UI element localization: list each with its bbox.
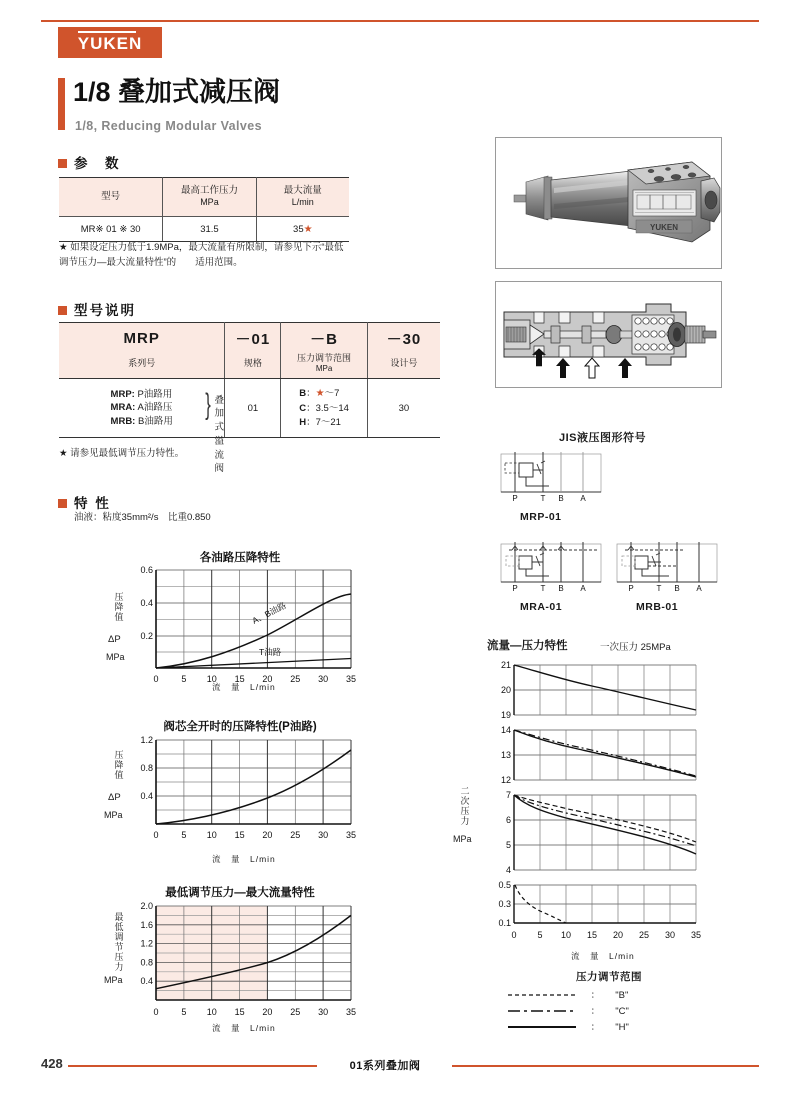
jis-section-title: JIS液压图形符号: [559, 432, 647, 444]
spec-table-header-row: [59, 178, 349, 217]
svg-text:35: 35: [345, 674, 357, 684]
svg-text:A: A: [696, 584, 702, 592]
svg-text:0.3: 0.3: [498, 899, 511, 909]
chart4-ylabel: 二 次 压 力: [460, 786, 470, 827]
spec-note: ★ 如果设定压力低于1.9MPa，最大流量有所限制，请参见下示“最低调节压力—最大流量特性”的 适用范围。: [59, 242, 344, 268]
valve-section-illustration: [496, 282, 721, 387]
chart3-ylabel: 最 低 调 节 压 力: [114, 912, 124, 973]
jis-symbol-mrb: [613, 540, 723, 592]
svg-text:25: 25: [290, 674, 301, 684]
svg-text:5: 5: [181, 674, 187, 684]
legend-line-solid: [506, 1022, 588, 1032]
legend-entry-c: [506, 1003, 629, 1017]
svg-text:2.0: 2.0: [140, 901, 153, 911]
legend-label-b: "B": [615, 990, 629, 1001]
model-code-size: －01: [225, 323, 281, 352]
cross-section-diagram: [495, 281, 722, 388]
series-item: MRB: B油路用: [110, 416, 173, 428]
svg-text:20: 20: [612, 930, 624, 940]
svg-text:30: 30: [318, 674, 329, 684]
svg-text:5: 5: [181, 1007, 187, 1017]
pressure-range-list: [299, 386, 349, 430]
model-code-series: MRP: [59, 323, 225, 352]
svg-text:15: 15: [586, 930, 598, 940]
pressure-item: H：7～21: [299, 416, 341, 428]
chart4-legend-title: 压力调节范围: [576, 971, 642, 983]
svg-text:25: 25: [290, 1007, 301, 1017]
legend-line-dashed: [506, 990, 588, 1000]
chart4-panel-4: [498, 880, 701, 940]
chart3-xlabel: 流 量 L/min: [212, 1023, 276, 1033]
svg-text:4: 4: [505, 865, 511, 875]
svg-text:T油路: T油路: [259, 647, 282, 657]
chart4-panel-2: [501, 725, 696, 785]
svg-text:1.2: 1.2: [140, 735, 153, 745]
section-heading-model: 型号说明: [58, 299, 136, 319]
svg-text:1.2: 1.2: [140, 938, 153, 949]
legend-entry-h: [506, 1019, 629, 1033]
model-pressure-values: [281, 379, 368, 438]
svg-text:0.8: 0.8: [140, 957, 153, 968]
chart1-ylabel-unit: MPa: [106, 652, 125, 662]
svg-text:0.5: 0.5: [498, 880, 511, 890]
svg-text:30: 30: [664, 930, 676, 940]
svg-text:P: P: [512, 494, 518, 502]
page-title-cn: 1/8 叠加式减压阀: [73, 77, 281, 107]
chart4-subtitle: 一次压力 25MPa: [600, 642, 671, 653]
oil-condition-note: 油液：粘度35mm²/s 比重0.850: [74, 512, 211, 523]
svg-text:12: 12: [500, 775, 511, 785]
svg-text:P: P: [512, 584, 518, 592]
chart1-ylabel: 压 降 值: [114, 592, 124, 623]
svg-text:T: T: [540, 584, 546, 592]
model-label-pressure: 压力调节范围 MPa: [281, 351, 368, 379]
spec-cell-model: MR※ 01 ※ 30: [59, 217, 163, 242]
svg-text:P: P: [628, 584, 634, 592]
series-item: MRP: P油路用: [110, 388, 173, 400]
title-accent-bar: [58, 78, 65, 130]
svg-text:YUKEN: YUKEN: [649, 223, 679, 232]
svg-text:35: 35: [345, 830, 357, 840]
svg-text:10: 10: [206, 674, 217, 684]
model-design-value: 30: [367, 379, 440, 438]
svg-text:13: 13: [500, 750, 511, 760]
footer-rule-left: [68, 1065, 317, 1067]
jis-label-mrp: MRP-01: [520, 511, 562, 523]
svg-text:0.8: 0.8: [140, 763, 153, 773]
legend-colon-h: ：: [590, 1022, 601, 1033]
model-size-value: 01: [225, 379, 281, 438]
legend-line-dashdot: [506, 1006, 588, 1016]
model-label-design: 设计号: [367, 351, 440, 379]
pressure-item: C：3.5～14: [299, 402, 349, 414]
legend-colon-b: ：: [590, 990, 601, 1001]
svg-text:0: 0: [153, 674, 159, 684]
spec-col-pressure: 最高工作压力 MPa: [163, 178, 256, 217]
pressure-item: B：★～7: [299, 388, 340, 400]
svg-text:0.6: 0.6: [140, 565, 153, 575]
section-heading-char: 特 性: [58, 492, 111, 512]
chart2-ylabel-unit: MPa: [104, 810, 123, 820]
svg-text:0.1: 0.1: [498, 918, 511, 928]
brace-glyph: }: [204, 387, 211, 421]
svg-text:0: 0: [153, 1007, 159, 1017]
svg-text:0.4: 0.4: [140, 598, 153, 608]
jis-symbol-mrp: [497, 450, 607, 502]
svg-text:B: B: [558, 584, 564, 592]
chart4-title: 流量—压力特性: [487, 640, 568, 652]
svg-text:0.4: 0.4: [140, 976, 153, 987]
svg-text:19: 19: [500, 710, 511, 720]
legend-label-h: "H": [615, 1022, 629, 1033]
page-title-en: 1/8, Reducing Modular Valves: [75, 119, 262, 133]
chart1-plot: [126, 560, 366, 690]
legend-label-c: "C": [615, 1006, 629, 1017]
spec-cell-flow: 35★: [256, 217, 349, 242]
svg-text:14: 14: [500, 725, 511, 735]
chart4-xlabel: 流 量 L/min: [571, 951, 635, 961]
svg-text:20: 20: [262, 674, 273, 684]
svg-text:10: 10: [206, 830, 217, 840]
svg-text:10: 10: [560, 930, 572, 940]
series-item: MRA: A油路压: [110, 402, 173, 414]
chart3-title: 最低调节压力—最大流量特性: [165, 887, 315, 899]
chart1-xlabel: 流 量 L/min: [212, 682, 276, 692]
jis-label-mrb: MRB-01: [636, 601, 679, 613]
spec-col-flow: 最大流量 L/min: [256, 178, 349, 217]
chart2-plot: [126, 730, 366, 852]
chart2-title: 阀芯全开时的压降特性(P油路): [163, 721, 317, 733]
svg-text:35: 35: [345, 1007, 357, 1017]
model-label-row: [59, 351, 440, 379]
jis-symbol-mra: [497, 540, 607, 592]
chart4-panel-1: [501, 660, 696, 720]
svg-text:25: 25: [290, 830, 301, 840]
yuken-logo: [58, 27, 162, 58]
chart2-xlabel: 流 量 L/min: [212, 854, 276, 864]
svg-text:30: 30: [318, 830, 329, 840]
svg-text:7: 7: [505, 790, 511, 800]
svg-text:21: 21: [500, 660, 511, 670]
svg-text:A: A: [580, 584, 586, 592]
svg-text:0: 0: [153, 830, 159, 840]
spec-col-model: 型号: [59, 178, 163, 217]
svg-text:5: 5: [181, 830, 187, 840]
svg-text:10: 10: [206, 1007, 217, 1017]
svg-text:T: T: [540, 494, 546, 502]
svg-text:B: B: [674, 584, 680, 592]
svg-text:0: 0: [511, 930, 517, 940]
svg-text:1.6: 1.6: [140, 919, 153, 930]
svg-text:15: 15: [234, 1007, 245, 1017]
model-code-pressure: －B: [281, 323, 368, 352]
spec-cell-pressure: 31.5: [163, 217, 256, 242]
svg-text:35: 35: [690, 930, 702, 940]
logo-text: YUKEN: [77, 34, 143, 53]
jis-label-mra: MRA-01: [520, 601, 563, 613]
model-note: ★ 请参见最低调节压力特性。: [59, 448, 185, 459]
brace-caption: 叠加式 溢流阀: [214, 394, 225, 475]
svg-text:0.4: 0.4: [140, 791, 153, 801]
svg-text:6: 6: [505, 815, 511, 825]
footer-title: 01系列叠加阀: [349, 1060, 421, 1072]
model-code-row: [59, 323, 440, 352]
svg-text:20: 20: [262, 1007, 273, 1017]
valve-photo-illustration: [496, 138, 721, 268]
chart2-ylabel-symbol: ΔP: [108, 792, 121, 803]
svg-text:A: A: [580, 494, 586, 502]
svg-text:0.2: 0.2: [140, 631, 153, 641]
chart4-ylabel-unit: MPa: [453, 834, 472, 844]
svg-text:A、B油路: A、B油路: [250, 600, 288, 626]
chart4-panel-3: [506, 790, 696, 875]
product-photo: [495, 137, 722, 269]
svg-text:30: 30: [318, 1007, 329, 1017]
flow-star-marker: ★: [303, 223, 313, 235]
chart4-plot: [474, 658, 724, 948]
svg-text:5: 5: [505, 840, 511, 850]
svg-text:T: T: [656, 584, 662, 592]
model-code-design: －30: [367, 323, 440, 352]
svg-text:B: B: [558, 494, 564, 502]
model-label-size: 规格: [225, 351, 281, 379]
svg-text:5: 5: [537, 930, 543, 940]
svg-text:15: 15: [234, 674, 245, 684]
chart3-plot: [126, 896, 366, 1024]
svg-text:15: 15: [234, 830, 245, 840]
logo-overline: [78, 31, 136, 33]
spec-table: [59, 177, 349, 242]
svg-text:25: 25: [638, 930, 650, 940]
chart3-ylabel-unit: MPa: [104, 975, 123, 985]
model-label-series: 系列号: [59, 351, 225, 379]
legend-entry-b: [506, 987, 628, 1001]
footer-page-number: 428: [41, 1056, 63, 1071]
header-rule: [41, 20, 759, 22]
legend-colon-c: ：: [590, 1006, 601, 1017]
chart1-title: 各油路压降特性: [199, 552, 281, 564]
footer-rule-right: [452, 1065, 759, 1067]
chart1-ylabel-symbol: ΔP: [108, 634, 121, 645]
svg-text:20: 20: [262, 830, 273, 840]
section-heading-spec: 参 数: [58, 152, 121, 172]
model-value-row: [59, 379, 440, 438]
spec-table-row: [59, 217, 349, 242]
svg-text:20: 20: [500, 685, 511, 695]
chart2-ylabel: 压 降 值: [114, 750, 124, 781]
